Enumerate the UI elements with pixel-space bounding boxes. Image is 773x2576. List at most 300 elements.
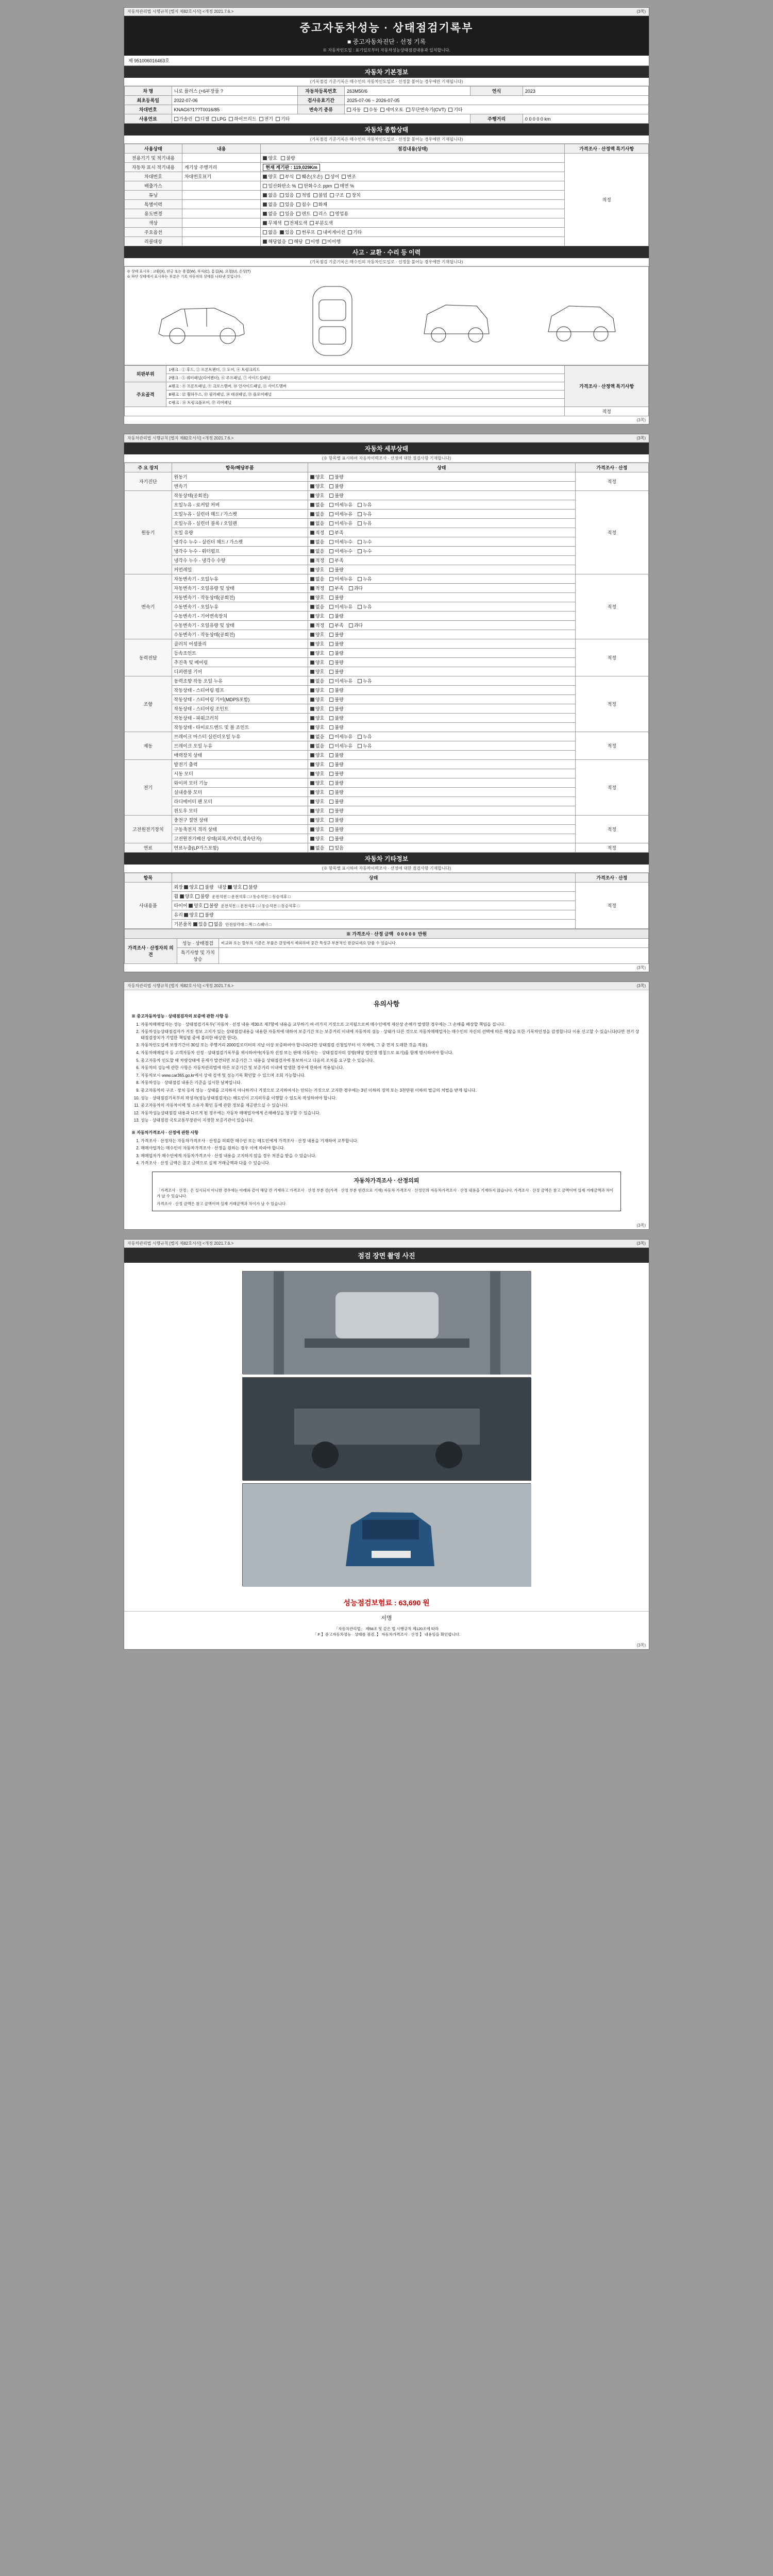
detail-option[interactable] [358, 734, 372, 739]
detail-row [125, 843, 649, 853]
checkbox-icon[interactable] [310, 512, 314, 516]
detail-item-label: 원동기 [172, 472, 308, 482]
other-int-bad[interactable]: 불량 [243, 885, 257, 890]
detail-option[interactable] [358, 577, 372, 582]
detail-option[interactable] [329, 706, 343, 711]
detail-option[interactable] [310, 614, 324, 619]
detail-option[interactable] [329, 530, 343, 535]
checkbox-icon[interactable] [329, 475, 333, 479]
checkbox-icon[interactable] [329, 549, 333, 553]
color-original[interactable]: 무채색 [263, 221, 281, 226]
tuning-none[interactable]: 없음 [263, 193, 277, 198]
emission-co[interactable]: 일산화탄소 [263, 183, 290, 189]
other-int-good[interactable]: 양호 [228, 885, 242, 890]
checkbox-icon[interactable] [358, 679, 362, 683]
detail-option-label: 양호 [315, 818, 325, 823]
checkbox-icon[interactable] [310, 531, 314, 535]
vin-opt-good[interactable]: 양호 [263, 174, 277, 179]
detail-option[interactable] [329, 688, 343, 693]
detail-option[interactable] [329, 502, 352, 507]
detail-row [125, 574, 649, 584]
detail-option[interactable] [310, 632, 324, 637]
checkbox-icon[interactable] [310, 818, 314, 822]
detail-option[interactable] [329, 808, 343, 814]
checkbox-icon[interactable] [310, 827, 314, 832]
usechange-lease[interactable]: 리스 [313, 211, 327, 216]
checkbox-icon[interactable] [329, 623, 333, 628]
detail-option[interactable] [329, 623, 343, 628]
detail-option[interactable] [329, 632, 343, 637]
detail-option[interactable] [329, 474, 343, 480]
detail-item-options [308, 723, 575, 732]
special-flood[interactable]: 침수 [296, 202, 310, 207]
checkbox-icon[interactable] [310, 484, 314, 488]
detail-option[interactable] [329, 669, 343, 674]
checkbox-icon[interactable] [329, 837, 333, 841]
checkbox-icon[interactable] [329, 827, 333, 832]
other-ext-bad[interactable]: 불량 [199, 885, 213, 890]
checkbox-icon[interactable] [329, 800, 333, 804]
detail-option[interactable] [310, 669, 324, 674]
detail-option[interactable] [358, 502, 372, 507]
detail-option[interactable] [310, 725, 324, 730]
detail-option[interactable] [358, 604, 372, 609]
transmission-opt-auto[interactable]: 자동 [347, 107, 361, 112]
checkbox-icon[interactable] [310, 790, 314, 794]
detail-option[interactable] [329, 697, 343, 702]
page-2 [124, 434, 649, 972]
detail-option[interactable] [329, 660, 343, 665]
detail-option[interactable] [329, 679, 352, 684]
detail-option[interactable] [358, 743, 372, 749]
rear-vehicle-photo-icon [243, 1484, 531, 1587]
detail-option-label: 적정 [315, 623, 325, 628]
checkbox-icon[interactable] [310, 809, 314, 813]
detail-option-label: 누유 [363, 521, 372, 526]
glass-good[interactable]: 양호 [184, 912, 198, 918]
checkbox-icon[interactable] [329, 484, 333, 488]
wheel-good[interactable]: 양호 [180, 894, 194, 899]
checkbox-icon[interactable] [329, 512, 333, 516]
detail-option[interactable] [310, 688, 324, 693]
checkbox-icon[interactable] [329, 744, 333, 748]
detail-option[interactable] [329, 604, 352, 609]
detail-option[interactable] [310, 567, 324, 572]
recall-yes[interactable]: 해당 [289, 239, 303, 244]
notice-item: 1. 가격조사 · 산정자는 자동차가격조사 · 산정을 의뢰한 매수인 또는 매도인에게 가격조사 · 산정 내용을 기재하여 교부합니다. [141, 1138, 642, 1144]
detail-option[interactable] [329, 549, 352, 554]
detail-option-label: 없음 [315, 549, 325, 554]
checkbox-icon[interactable] [358, 521, 362, 526]
color-partial-repaint[interactable]: 부분도색 [310, 221, 333, 226]
checkbox-icon[interactable] [310, 642, 314, 646]
detail-option[interactable] [329, 836, 343, 841]
detail-item-label: 시동 모터 [172, 769, 308, 778]
detail-option[interactable] [310, 818, 324, 823]
detail-item-options [308, 658, 575, 667]
checkbox-icon[interactable] [310, 772, 314, 776]
checkbox-icon[interactable] [358, 577, 362, 581]
checkbox-icon[interactable] [310, 735, 314, 739]
detail-option[interactable] [310, 790, 324, 795]
detail-option-label: 불량 [334, 669, 344, 674]
detail-option[interactable] [329, 567, 343, 572]
detail-option[interactable] [358, 539, 372, 545]
detail-option[interactable] [329, 771, 343, 776]
detail-option[interactable] [329, 595, 343, 600]
page-subtitle: ■ 중고자동차진단 · 선정 기록 [347, 38, 426, 45]
tuning-illegal[interactable]: 불법 [313, 193, 327, 198]
checkbox-icon[interactable] [329, 558, 333, 563]
detail-option[interactable] [349, 623, 363, 628]
emission-hc[interactable]: 탄화수소 [298, 183, 322, 189]
option-other[interactable]: 기타 [348, 230, 362, 235]
page-header-left: 자동차관리법 시행규칙 [별지 제82호서식] <개정 2021.7.6.> [127, 9, 234, 14]
parts-frame-c: C랭크 : ⑯ 트렁크플로어, ⑰ 리어패널 [166, 399, 565, 407]
checkbox-icon[interactable] [310, 521, 314, 526]
checkbox-icon[interactable] [310, 623, 314, 628]
fuel-opt-other[interactable]: 기타 [276, 116, 290, 122]
checkbox-icon[interactable] [329, 688, 333, 692]
detail-option[interactable] [310, 827, 324, 832]
checkbox-icon[interactable] [310, 762, 314, 767]
detail-option[interactable] [310, 595, 324, 600]
checkbox-icon[interactable] [310, 503, 314, 507]
tuning-device[interactable]: 장치 [346, 193, 360, 198]
tire-positions[interactable]: 운전석전 □ 운전석후 □ / 동승석전 □ 동승석후 □ [221, 904, 300, 908]
checkbox-icon[interactable] [310, 558, 314, 563]
recall-notdone[interactable]: 미이행 [322, 239, 341, 244]
detail-option[interactable] [310, 697, 324, 702]
detail-option[interactable] [329, 827, 343, 832]
detail-option[interactable] [329, 781, 343, 786]
price-amount: 0 0 0 0 0 [397, 931, 415, 937]
checkbox-icon[interactable] [329, 651, 333, 655]
checkbox-icon[interactable] [329, 614, 333, 618]
detail-option[interactable] [310, 771, 324, 776]
checkbox-icon[interactable] [329, 596, 333, 600]
detail-option[interactable] [329, 734, 352, 739]
checkbox-icon[interactable] [329, 809, 333, 813]
value-mileage: 0 0 0 0 0 km [523, 114, 648, 124]
checkbox-icon[interactable] [310, 540, 314, 544]
detail-option[interactable] [358, 512, 372, 517]
detail-option[interactable] [329, 539, 352, 545]
detail-option[interactable] [310, 474, 324, 480]
checkbox-icon[interactable] [329, 716, 333, 720]
checkbox-icon[interactable] [310, 577, 314, 581]
detail-option-label: 불량 [334, 484, 344, 489]
detail-option[interactable] [310, 753, 324, 758]
detail-option[interactable] [329, 641, 343, 647]
checkbox-icon[interactable] [329, 753, 333, 757]
detail-item-label: 오일누유 - 실린더 헤드 / 가스켓 [172, 510, 308, 519]
detail-item-label: 작동상태(공회전) [172, 491, 308, 500]
checkbox-icon[interactable] [310, 651, 314, 655]
checkbox-icon[interactable] [329, 633, 333, 637]
checkbox-icon[interactable] [329, 679, 333, 683]
checkbox-icon[interactable] [310, 716, 314, 720]
checkbox-icon[interactable] [329, 846, 333, 850]
detail-row [125, 760, 649, 769]
option-sunroof[interactable]: 썬루프 [296, 230, 315, 235]
checkbox-icon[interactable] [329, 762, 333, 767]
checkbox-icon[interactable] [310, 688, 314, 692]
notice-item: 6. 자동차의 성능에 관한 사항은 자동차관리법에 따른 보증기간 및 보증거리 이내에 발생한 경우에 한하여 적용됩니다. [141, 1065, 642, 1071]
checkbox-icon[interactable] [329, 605, 333, 609]
option-yes[interactable]: 있음 [280, 230, 294, 235]
detail-option[interactable] [310, 539, 324, 545]
detail-option[interactable] [310, 521, 324, 526]
checkbox-icon[interactable] [310, 800, 314, 804]
checkbox-icon[interactable] [310, 660, 314, 665]
option-navigation[interactable]: 내비게이션 [317, 230, 345, 235]
transmission-opt-manual[interactable]: 수동 [364, 107, 378, 112]
vin-opt-corrosion[interactable]: 부식 [280, 174, 294, 179]
recall-done[interactable]: 이행 [306, 239, 320, 244]
checkbox-icon[interactable] [310, 670, 314, 674]
basic-items-list[interactable]: 안전삼각대 □ 잭 □ 스패너 □ [225, 922, 272, 927]
detail-option-label: 적정 [315, 586, 325, 591]
detail-option[interactable] [310, 799, 324, 804]
checkbox-icon[interactable] [329, 531, 333, 535]
checkbox-icon[interactable] [329, 818, 333, 822]
checkbox-icon[interactable] [329, 707, 333, 711]
checkbox-icon[interactable] [310, 744, 314, 748]
chk-good[interactable]: 양호 [263, 156, 277, 161]
car-views [127, 279, 646, 363]
usechange-rent[interactable]: 렌트 [296, 211, 310, 216]
detail-option[interactable] [310, 762, 324, 767]
detail-option[interactable] [310, 836, 324, 841]
checkbox-icon[interactable] [310, 837, 314, 841]
detail-item-options [308, 704, 575, 714]
detail-option[interactable] [310, 623, 324, 628]
chk-bad[interactable]: 불량 [281, 156, 295, 161]
color-full-repaint[interactable]: 전체도색 [284, 221, 308, 226]
detail-option[interactable] [329, 484, 343, 489]
fuel-opt-lpg[interactable]: LPG [212, 116, 226, 122]
checkbox-icon[interactable] [310, 707, 314, 711]
fuel-opt-gasoline[interactable]: 가솔린 [174, 116, 193, 122]
tire-bad[interactable]: 불량 [204, 903, 218, 908]
detail-option[interactable] [329, 743, 352, 749]
checkbox-icon[interactable] [358, 503, 362, 507]
detail-option[interactable] [329, 493, 343, 498]
transmission-opt-cvt[interactable]: 무단변속기(CVT) [406, 107, 446, 112]
checkbox-icon[interactable] [310, 753, 314, 757]
checkbox-icon[interactable] [329, 503, 333, 507]
checkbox-icon[interactable] [358, 605, 362, 609]
page-4 [124, 1239, 649, 1650]
checkbox-icon[interactable] [329, 670, 333, 674]
detail-option[interactable] [329, 586, 343, 591]
overall-row-0-name: 전용기기 및 적기내용 [125, 154, 182, 163]
checkbox-icon[interactable] [329, 521, 333, 526]
checkbox-icon[interactable] [329, 735, 333, 739]
detail-option[interactable] [358, 679, 372, 684]
detail-option[interactable] [310, 734, 324, 739]
checkbox-icon[interactable] [329, 577, 333, 581]
checkbox-icon[interactable] [329, 586, 333, 590]
fuel-opt-hybrid[interactable]: 하이브리드 [229, 116, 256, 122]
checkbox-icon[interactable] [329, 790, 333, 794]
tuning-yes[interactable]: 있음 [280, 193, 294, 198]
tuning-structure[interactable]: 구조 [330, 193, 344, 198]
checkbox-icon[interactable] [349, 623, 353, 628]
basic-have[interactable]: 있음 [193, 922, 207, 927]
detail-option[interactable] [310, 781, 324, 786]
checkbox-icon[interactable] [358, 540, 362, 544]
detail-option[interactable] [310, 530, 324, 535]
detail-option[interactable] [310, 577, 324, 582]
notice-item: 9. 중고자동차의 구조 · 장치 등의 성능 · 상태를 고지하지 아니하거나 거짓으로 고지하여서는 안되는 거짓으로 고지한 경우에는 3년 이하의 징역 또는 3천만원 이하의 벌금의 처벌을 받게 됩니다. [141, 1088, 642, 1094]
fuel-opt-ev[interactable]: 전기 [259, 116, 273, 122]
checkbox-icon[interactable] [310, 596, 314, 600]
notice-section [124, 990, 649, 1222]
checkbox-icon[interactable] [329, 568, 333, 572]
detail-option[interactable] [329, 725, 343, 730]
detail-option[interactable] [310, 845, 324, 851]
detail-option[interactable] [329, 799, 343, 804]
detail-item-label: 오일누유 - 로커암 커버 [172, 500, 308, 510]
checkbox-icon[interactable] [310, 475, 314, 479]
checkbox-icon[interactable] [329, 781, 333, 785]
overall-row-8-name: 주요옵션 [125, 228, 182, 237]
special-fire[interactable]: 화재 [313, 202, 327, 207]
detail-option[interactable] [329, 614, 343, 619]
wheel-positions[interactable]: 운전석전 □ 운전석후 □ / 동승석전 □ 동승석후 □ [212, 894, 291, 899]
detail-option[interactable] [329, 753, 343, 758]
other-item-interior: 내장 [217, 885, 227, 890]
detail-option[interactable] [310, 716, 324, 721]
checkbox-icon[interactable] [329, 660, 333, 665]
checkbox-icon[interactable] [310, 698, 314, 702]
detail-option[interactable] [310, 558, 324, 563]
detail-option[interactable] [329, 790, 343, 795]
detail-option[interactable] [310, 660, 324, 665]
detail-option[interactable] [310, 706, 324, 711]
checkbox-icon[interactable] [310, 614, 314, 618]
detail-option[interactable] [310, 808, 324, 814]
basic-none[interactable]: 없음 [209, 922, 223, 927]
detail-item-label: 등속조인트 [172, 649, 308, 658]
checkbox-icon[interactable] [310, 605, 314, 609]
price-summary-title [125, 929, 649, 939]
detail-option[interactable] [310, 493, 324, 498]
other-ext-good[interactable]: 양호 [184, 885, 198, 890]
transmission-opt-semi[interactable]: 세미오토 [380, 107, 404, 112]
recall-na[interactable]: 해당없음 [263, 239, 286, 244]
detail-option[interactable] [310, 641, 324, 647]
detail-option[interactable] [329, 521, 352, 526]
checkbox-icon[interactable] [310, 633, 314, 637]
vin-opt-damage[interactable]: 훼손(오손) [296, 174, 323, 179]
price-special-label: 특기사항 및 가치상승 [177, 948, 219, 964]
checkbox-icon[interactable] [310, 846, 314, 850]
usechange-business[interactable]: 영업용 [330, 211, 348, 216]
checkbox-icon[interactable] [310, 679, 314, 683]
checkbox-icon[interactable] [310, 568, 314, 572]
checkbox-icon[interactable] [310, 725, 314, 730]
checkbox-icon[interactable] [329, 772, 333, 776]
detail-row [125, 519, 649, 528]
detail-option[interactable] [329, 558, 343, 563]
detail-option[interactable] [310, 604, 324, 609]
vin-opt-altered[interactable]: 변조 [342, 174, 356, 179]
special-yes[interactable]: 있음 [280, 202, 294, 207]
detail-item-label: 변속기 [172, 482, 308, 491]
tuning-legal[interactable]: 적법 [296, 193, 310, 198]
tire-good[interactable]: 양호 [189, 903, 203, 908]
checkbox-icon[interactable] [358, 512, 362, 516]
checkbox-icon[interactable] [310, 494, 314, 498]
detail-group-note: 적정 [575, 676, 648, 732]
checkbox-icon[interactable] [329, 725, 333, 730]
overall-row-9-content [182, 237, 261, 246]
checkbox-icon[interactable] [358, 735, 362, 739]
detail-option[interactable] [329, 512, 352, 517]
detail-option[interactable] [329, 577, 352, 582]
detail-item-label: 작동상태 - 스티어링 펌프 [172, 686, 308, 695]
detail-option[interactable] [310, 502, 324, 507]
detail-option[interactable] [310, 586, 324, 591]
checkbox-icon[interactable] [329, 540, 333, 544]
checkbox-icon[interactable] [358, 744, 362, 748]
transmission-opt-other[interactable]: 기타 [448, 107, 462, 112]
detail-option[interactable] [358, 521, 372, 526]
detail-option[interactable] [310, 651, 324, 656]
detail-group-note: 적정 [575, 816, 648, 843]
page-3-header-left: 자동차관리법 시행규칙 [별지 제82호서식] <개정 2021.7.6.> [127, 984, 234, 988]
detail-col-0: 주 요 장치 [125, 463, 172, 472]
signature-label[interactable]: 서명 [381, 1615, 392, 1621]
special-none[interactable]: 없음 [263, 202, 277, 207]
detail-option[interactable] [310, 484, 324, 489]
vin-opt-diff[interactable]: 상이 [325, 174, 339, 179]
checkbox-icon[interactable] [310, 781, 314, 785]
checkbox-icon[interactable] [329, 642, 333, 646]
detail-option[interactable] [329, 762, 343, 767]
checkbox-icon[interactable] [310, 586, 314, 590]
notice-list-1 [131, 1022, 642, 1124]
detail-option[interactable] [349, 586, 363, 591]
wheel-bad[interactable]: 불량 [195, 894, 209, 899]
emission-smoke[interactable]: 매연 [334, 183, 348, 189]
option-none[interactable]: 없음 [263, 230, 277, 235]
detail-option[interactable] [310, 679, 324, 684]
fuel-opt-diesel[interactable]: 디젤 [195, 116, 209, 122]
detail-option[interactable] [310, 512, 324, 517]
price-special-value[interactable] [219, 948, 649, 964]
section-accident-sub: (기록점검 기준기록은 매수인의 자동차인도일로 · 선정물 불어능 경우에만 기재됩니다) [124, 258, 649, 266]
checkbox-icon[interactable] [310, 549, 314, 553]
checkbox-icon[interactable] [329, 698, 333, 702]
detail-option[interactable] [329, 818, 343, 823]
detail-option[interactable] [329, 845, 343, 851]
detail-option[interactable] [310, 743, 324, 749]
detail-option[interactable] [310, 549, 324, 554]
checkbox-icon[interactable] [358, 549, 362, 553]
detail-option[interactable] [329, 651, 343, 656]
checkbox-icon[interactable] [329, 494, 333, 498]
glass-bad[interactable]: 불량 [199, 912, 213, 918]
usechange-yes[interactable]: 있음 [280, 211, 294, 216]
detail-option[interactable] [358, 549, 372, 554]
detail-option[interactable] [329, 716, 343, 721]
checkbox-icon[interactable] [349, 586, 353, 590]
usechange-none[interactable]: 없음 [263, 211, 277, 216]
